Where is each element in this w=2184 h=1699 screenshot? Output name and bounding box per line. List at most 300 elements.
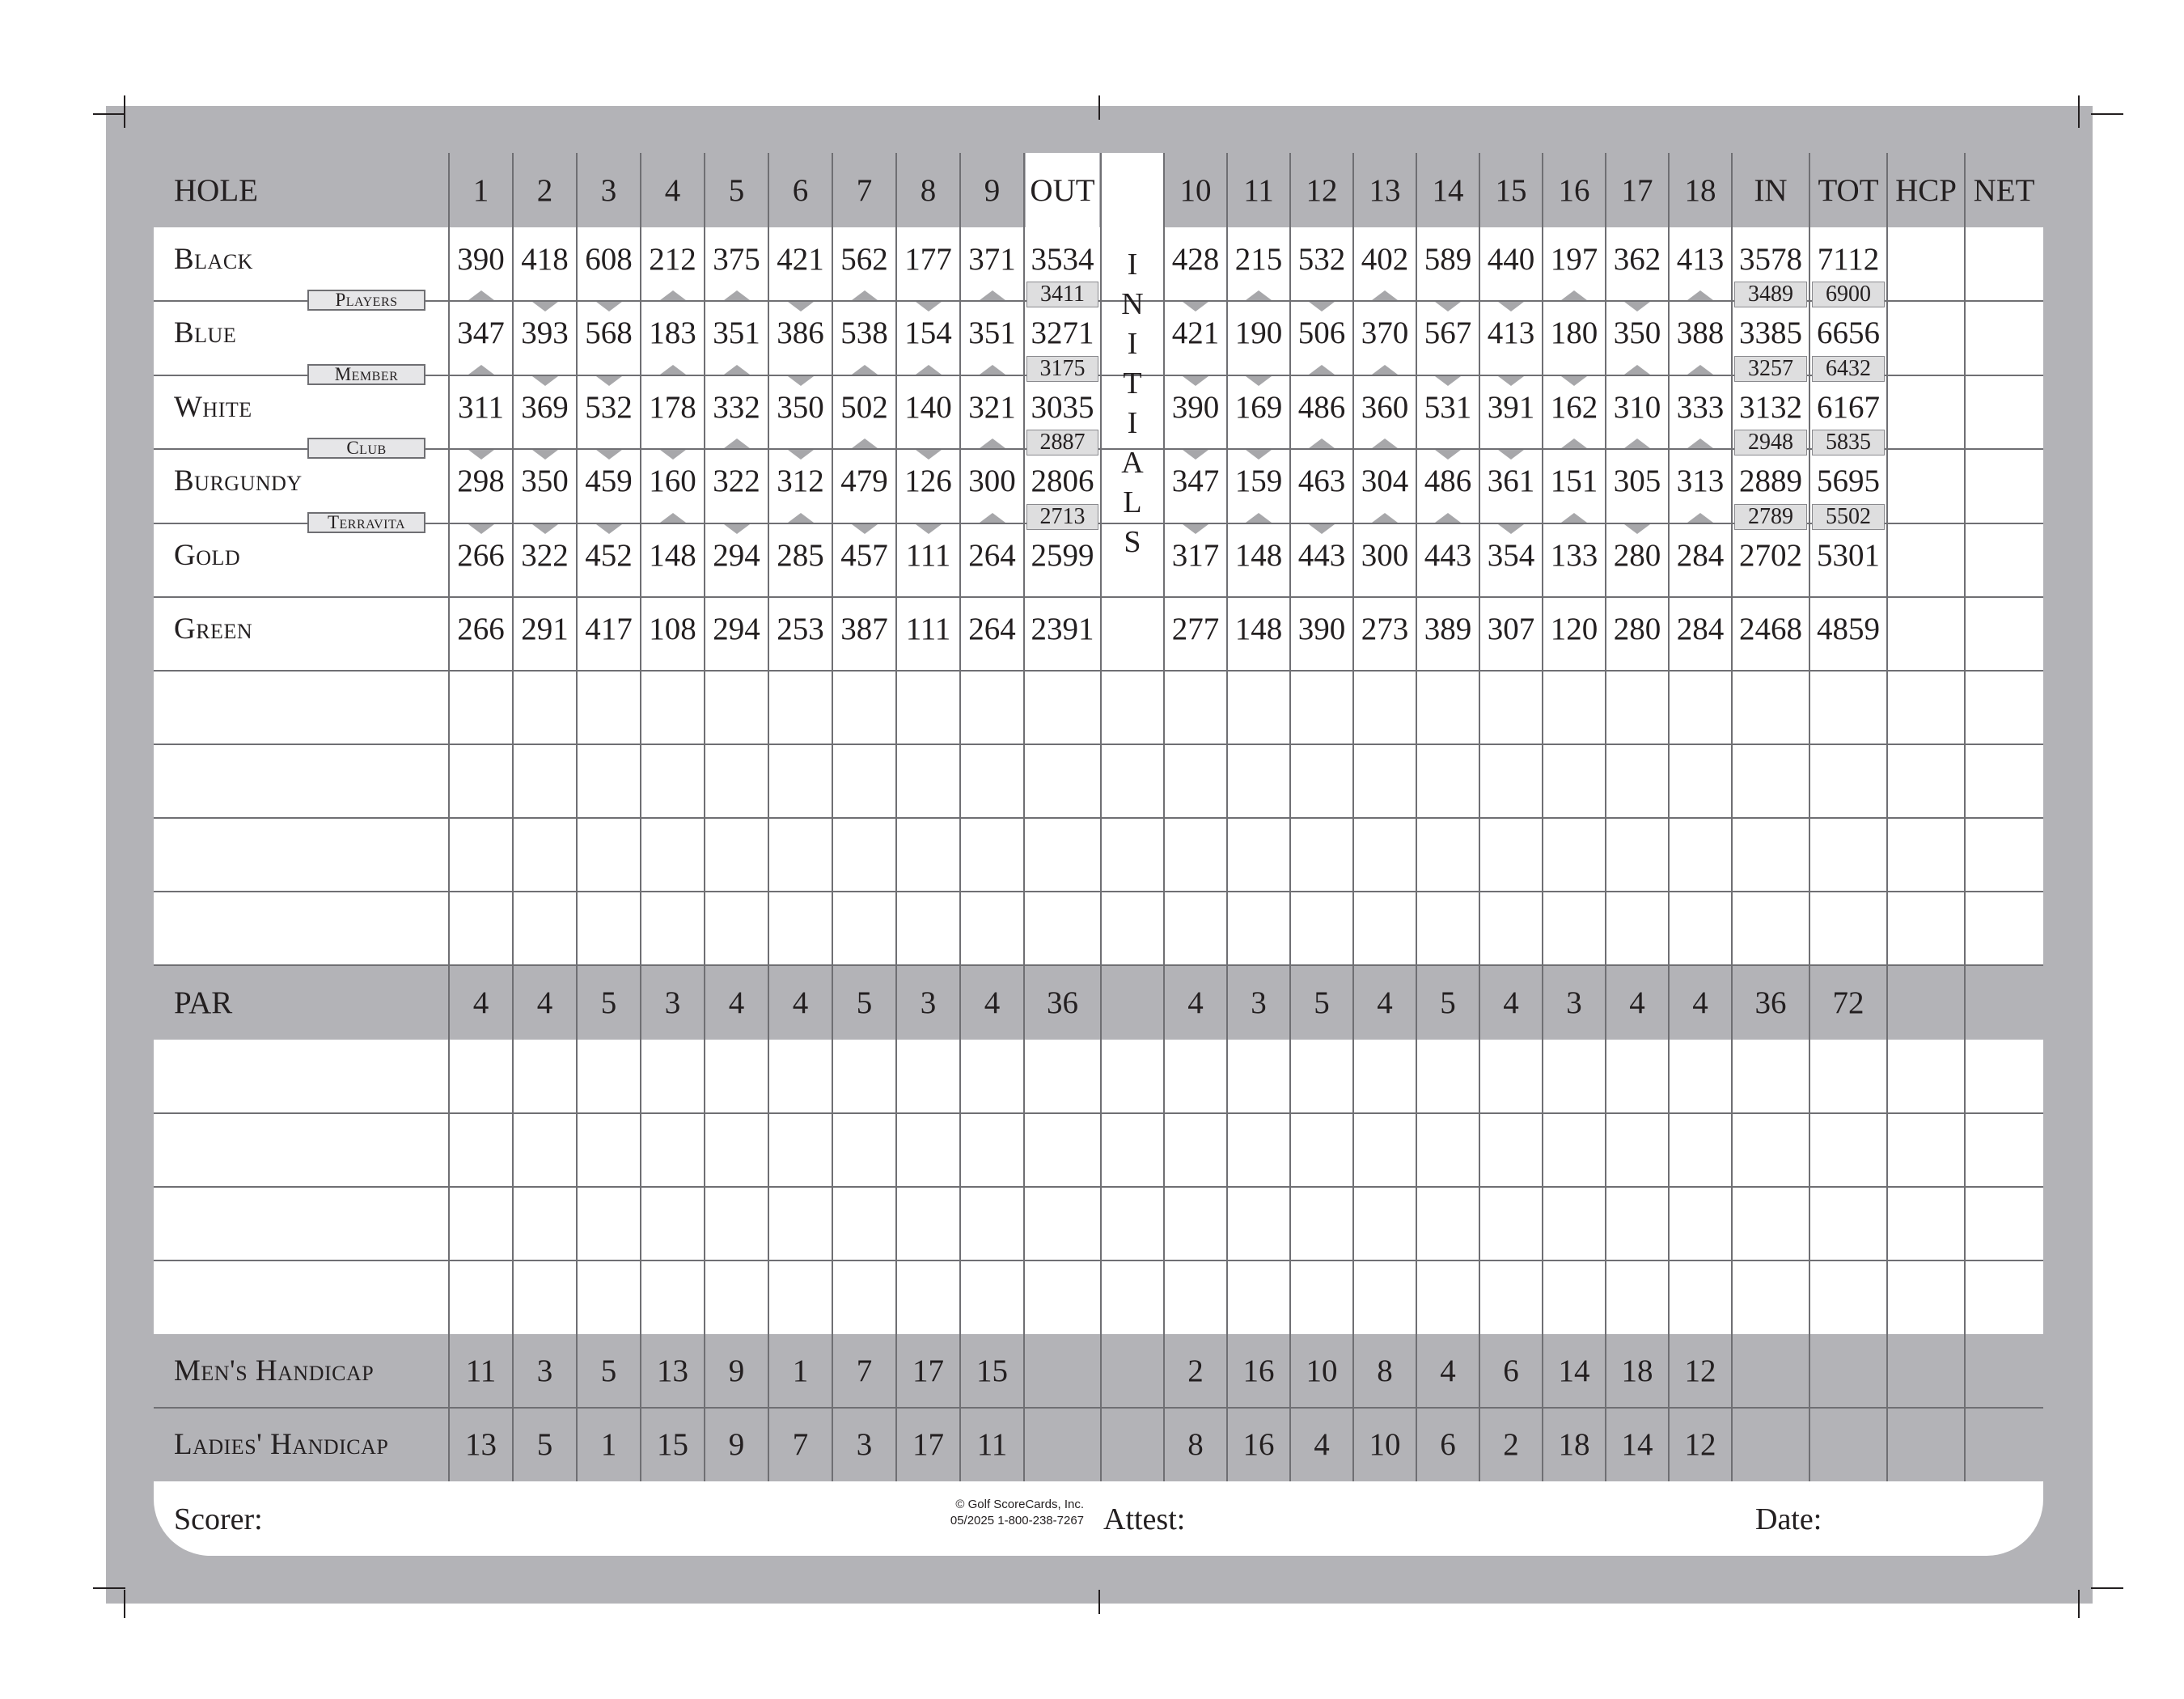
hole-number-header: 3: [600, 172, 617, 208]
yardage-cell: 391: [1487, 389, 1535, 425]
ladies-handicap-cell: 9: [728, 1427, 745, 1462]
yardage-cell: 479: [840, 463, 888, 498]
hole-number-header: 13: [1369, 172, 1401, 208]
column-divider: [1964, 153, 1966, 1481]
initials-letter: I: [1127, 406, 1138, 440]
copyright-line: © Golf ScoreCards, Inc.: [955, 1498, 1084, 1511]
ladies-handicap-cell: 13: [465, 1427, 497, 1462]
tee-marker-down-icon: [1498, 302, 1524, 311]
ladies-handicap-cell: 1: [600, 1427, 617, 1462]
yardage-cell: 333: [1676, 389, 1725, 425]
crop-mark: [93, 1587, 125, 1589]
initials-letter: T: [1123, 366, 1142, 400]
tee-marker-up-icon: [852, 290, 878, 300]
tee-marker-down-icon: [468, 524, 494, 534]
tee-marker-up-icon: [1372, 439, 1398, 448]
in-yardage: 3132: [1739, 389, 1802, 425]
mens-handicap-cell: 1: [792, 1354, 809, 1388]
initials-letter: A: [1121, 446, 1144, 480]
par-cell: 4: [728, 985, 745, 1020]
tee-marker-down-icon: [1309, 524, 1335, 534]
tee-marker-down-icon: [1309, 302, 1335, 311]
yardage-cell: 280: [1613, 611, 1661, 646]
ladies-handicap-cell: 14: [1621, 1427, 1653, 1462]
yardage-cell: 428: [1171, 241, 1220, 277]
combo-out-yardage: 2887: [1026, 430, 1098, 455]
initials-letter: I: [1127, 248, 1138, 282]
par-cell: 5: [600, 985, 617, 1020]
tee-marker-down-icon: [1624, 302, 1650, 311]
yardage-cell: 273: [1361, 611, 1409, 646]
yardage-cell: 532: [585, 389, 633, 425]
combo-in-yardage: 2789: [1734, 504, 1807, 530]
tee-name: Black: [174, 242, 253, 276]
yardage-cell: 133: [1550, 537, 1598, 573]
combo-tee-tag: Club: [307, 438, 425, 459]
yardage-cell: 304: [1361, 463, 1409, 498]
tee-marker-down-icon: [916, 302, 942, 311]
ladies-handicap-label: Ladies' Handicap: [174, 1428, 389, 1461]
yardage-cell: 568: [585, 315, 633, 350]
par-cell: 4: [1629, 985, 1645, 1020]
ladies-handicap-cell: 5: [536, 1427, 553, 1462]
yardage-cell: 386: [777, 315, 824, 350]
tee-marker-up-icon: [660, 365, 686, 375]
out-yardage: 3271: [1031, 315, 1094, 350]
crop-mark: [2091, 113, 2123, 115]
yardage-cell: 311: [457, 389, 505, 425]
yardage-cell: 300: [968, 463, 1016, 498]
crop-mark: [124, 1590, 125, 1618]
yardage-cell: 538: [840, 315, 888, 350]
ladies-handicap-cell: 4: [1314, 1427, 1330, 1462]
ladies-handicap-cell: 10: [1369, 1427, 1401, 1462]
yardage-cell: 418: [521, 241, 569, 277]
mens-handicap-cell: 2: [1187, 1354, 1204, 1388]
tee-marker-down-icon: [916, 524, 942, 534]
tee-marker-up-icon: [1561, 513, 1587, 523]
yardage-cell: 393: [521, 315, 569, 350]
yardage-cell: 266: [457, 537, 505, 573]
tee-marker-down-icon: [532, 524, 558, 534]
mens-handicap-label: Men's Handicap: [174, 1354, 375, 1388]
par-cell: 5: [1440, 985, 1456, 1020]
hole-number-header: 15: [1495, 172, 1527, 208]
yardage-cell: 108: [649, 611, 696, 646]
combo-out-yardage: 3411: [1026, 282, 1098, 307]
tee-marker-up-icon: [1246, 290, 1272, 300]
par-out: 36: [1047, 985, 1078, 1020]
yardage-cell: 148: [1234, 611, 1283, 646]
tee-marker-down-icon: [788, 302, 814, 311]
mens-handicap-cell: 4: [1440, 1354, 1456, 1388]
tee-marker-down-icon: [1183, 450, 1208, 460]
par-cell: 4: [792, 985, 809, 1020]
par-cell: 4: [984, 985, 1001, 1020]
in-yardage: 2702: [1739, 537, 1802, 573]
crop-mark: [2078, 95, 2080, 128]
yardage-cell: 307: [1487, 611, 1535, 646]
combo-out-yardage: 2713: [1026, 504, 1098, 530]
yardage-cell: 154: [904, 315, 952, 350]
yardage-cell: 567: [1424, 315, 1472, 350]
hole-number-header: 1: [472, 172, 489, 208]
tee-marker-up-icon: [1561, 439, 1587, 448]
mens-handicap-cell: 14: [1558, 1354, 1590, 1388]
yardage-cell: 291: [521, 611, 569, 646]
combo-tee-leader: [425, 375, 449, 376]
crop-mark: [1098, 1590, 1100, 1614]
yardage-cell: 253: [777, 611, 824, 646]
par-label: PAR: [174, 985, 233, 1020]
row-divider: [154, 891, 2043, 892]
tee-marker-down-icon: [660, 450, 686, 460]
par-cell: 4: [1692, 985, 1708, 1020]
hole-number-header: 4: [664, 172, 681, 208]
yardage-cell: 531: [1424, 389, 1472, 425]
hole-number-header: 2: [536, 172, 553, 208]
tee-marker-up-icon: [980, 290, 1005, 300]
copyright-line: 05/2025 1-800-238-7267: [950, 1514, 1084, 1527]
tee-marker-down-icon: [596, 524, 622, 534]
scorer-label: Scorer:: [174, 1502, 263, 1536]
yardage-cell: 369: [521, 389, 569, 425]
tee-marker-up-icon: [1687, 290, 1713, 300]
mens-handicap-cell: 5: [600, 1354, 617, 1388]
tee-marker-down-icon: [916, 450, 942, 460]
yardage-cell: 310: [1613, 389, 1661, 425]
row-divider: [154, 817, 2043, 819]
tee-marker-down-icon: [1435, 376, 1461, 386]
total-header: TOT: [1818, 172, 1879, 208]
initials-letter: I: [1127, 327, 1138, 361]
out-yardage: 2806: [1031, 463, 1094, 498]
yardage-cell: 486: [1424, 463, 1472, 498]
out-yardage: 2391: [1031, 611, 1094, 646]
tee-marker-down-icon: [852, 524, 878, 534]
tee-marker-up-icon: [1435, 513, 1461, 523]
yardage-cell: 362: [1613, 241, 1661, 277]
combo-tee-tag: Member: [307, 364, 425, 385]
yardage-cell: 285: [777, 537, 824, 573]
yardage-cell: 350: [777, 389, 824, 425]
yardage-cell: 266: [457, 611, 505, 646]
row-divider: [154, 670, 2043, 672]
yardage-cell: 347: [457, 315, 505, 350]
yardage-cell: 562: [840, 241, 888, 277]
par-cell: 3: [920, 985, 937, 1020]
handicap-header: HCP: [1895, 172, 1957, 208]
combo-out-yardage: 3175: [1026, 356, 1098, 382]
hole-number-header: 11: [1243, 172, 1274, 208]
tee-marker-up-icon: [468, 290, 494, 300]
ladies-handicap-cell: 16: [1242, 1427, 1275, 1462]
row-divider: [154, 1260, 2043, 1261]
tee-name: Burgundy: [174, 464, 303, 498]
out-yardage: 3534: [1031, 241, 1094, 277]
tee-marker-down-icon: [1561, 376, 1587, 386]
tee-marker-up-icon: [468, 365, 494, 375]
par-cell: 3: [664, 985, 681, 1020]
tee-marker-down-icon: [724, 524, 750, 534]
ladies-handicap-cell: 11: [976, 1427, 1008, 1462]
crop-mark: [124, 95, 125, 128]
hole-number-header: 18: [1684, 172, 1716, 208]
yardage-cell: 443: [1297, 537, 1346, 573]
tee-marker-down-icon: [1246, 450, 1272, 460]
yardage-cell: 413: [1676, 241, 1725, 277]
yardage-cell: 350: [521, 463, 569, 498]
in-yardage: 3578: [1739, 241, 1802, 277]
tee-marker-down-icon: [1246, 376, 1272, 386]
combo-total-yardage: 6432: [1812, 356, 1885, 382]
yardage-cell: 294: [713, 537, 760, 573]
tee-marker-down-icon: [1435, 450, 1461, 460]
par-cell: 3: [1566, 985, 1582, 1020]
combo-in-yardage: 3489: [1734, 282, 1807, 307]
tee-marker-down-icon: [596, 376, 622, 386]
yardage-cell: 264: [968, 611, 1016, 646]
yardage-cell: 177: [904, 241, 952, 277]
tee-marker-down-icon: [788, 450, 814, 460]
hole-number-header: 16: [1558, 172, 1590, 208]
hole-number-header: 10: [1179, 172, 1212, 208]
yardage-cell: 151: [1550, 463, 1598, 498]
yardage-cell: 502: [840, 389, 888, 425]
out-yardage: 3035: [1031, 389, 1094, 425]
crop-mark: [1098, 95, 1100, 120]
yardage-cell: 313: [1676, 463, 1725, 498]
yardage-cell: 178: [649, 389, 696, 425]
ladies-handicap-cell: 18: [1558, 1427, 1590, 1462]
yardage-cell: 457: [840, 537, 888, 573]
yardage-cell: 361: [1487, 463, 1535, 498]
in-yardage: 3385: [1739, 315, 1802, 350]
tee-marker-up-icon: [1687, 439, 1713, 448]
mens-handicap-cell: 9: [728, 1354, 745, 1388]
yardage-cell: 160: [649, 463, 696, 498]
tee-marker-down-icon: [596, 302, 622, 311]
tee-name: Gold: [174, 538, 241, 572]
yardage-cell: 387: [840, 611, 888, 646]
yardage-cell: 264: [968, 537, 1016, 573]
yardage-cell: 532: [1297, 241, 1346, 277]
yardage-cell: 212: [649, 241, 696, 277]
yardage-cell: 190: [1234, 315, 1283, 350]
yardage-cell: 197: [1550, 241, 1598, 277]
yardage-cell: 347: [1171, 463, 1220, 498]
par-cell: 4: [1503, 985, 1519, 1020]
yardage-cell: 443: [1424, 537, 1472, 573]
ladies-handicap-cell: 6: [1440, 1427, 1456, 1462]
initials-column: [1101, 245, 1164, 585]
ladies-handicap-cell: 7: [792, 1427, 809, 1462]
tee-marker-down-icon: [1624, 524, 1650, 534]
combo-tee-leader: [425, 448, 449, 450]
tee-marker-up-icon: [1372, 365, 1398, 375]
ladies-handicap-cell: 3: [856, 1427, 873, 1462]
tee-marker-down-icon: [532, 302, 558, 311]
tee-marker-up-icon: [660, 290, 686, 300]
tee-marker-down-icon: [788, 376, 814, 386]
yardage-cell: 180: [1550, 315, 1598, 350]
crop-mark: [2091, 1587, 2123, 1589]
total-yardage: 5301: [1817, 537, 1880, 573]
mens-handicap-cell: 11: [465, 1354, 497, 1388]
yardage-cell: 390: [457, 241, 505, 277]
par-cell: 5: [856, 985, 873, 1020]
yardage-cell: 370: [1361, 315, 1409, 350]
mens-handicap-cell: 15: [976, 1354, 1008, 1388]
combo-total-yardage: 5835: [1812, 430, 1885, 455]
yardage-cell: 459: [585, 463, 633, 498]
tee-marker-up-icon: [916, 365, 942, 375]
tee-marker-up-icon: [724, 439, 750, 448]
yardage-cell: 317: [1171, 537, 1220, 573]
yardage-cell: 350: [1613, 315, 1661, 350]
mens-handicap-cell: 7: [856, 1354, 873, 1388]
mens-handicap-cell: 13: [657, 1354, 688, 1388]
hole-number-header: 5: [728, 172, 745, 208]
yardage-cell: 159: [1234, 463, 1283, 498]
yardage-cell: 312: [777, 463, 824, 498]
combo-total-yardage: 5502: [1812, 504, 1885, 530]
yardage-cell: 321: [968, 389, 1016, 425]
yardage-cell: 277: [1171, 611, 1220, 646]
yardage-cell: 183: [649, 315, 696, 350]
yardage-cell: 589: [1424, 241, 1472, 277]
yardage-cell: 486: [1297, 389, 1346, 425]
yardage-cell: 284: [1676, 611, 1725, 646]
hole-number-header: 6: [792, 172, 809, 208]
initials-letter: N: [1121, 287, 1144, 321]
total-yardage: 7112: [1817, 241, 1880, 277]
yardage-cell: 300: [1361, 537, 1409, 573]
hole-number-header: 8: [920, 172, 937, 208]
tee-marker-up-icon: [1687, 365, 1713, 375]
par-cell: 4: [536, 985, 553, 1020]
tee-marker-up-icon: [788, 513, 814, 523]
tee-marker-up-icon: [1372, 513, 1398, 523]
yardage-cell: 351: [713, 315, 760, 350]
hole-number-header: 14: [1432, 172, 1464, 208]
yardage-cell: 120: [1550, 611, 1598, 646]
tee-marker-up-icon: [852, 365, 878, 375]
yardage-cell: 608: [585, 241, 633, 277]
mens-handicap-cell: 18: [1621, 1354, 1653, 1388]
mens-handicap-cell: 17: [912, 1354, 944, 1388]
mens-handicap-cell: 10: [1306, 1354, 1338, 1388]
ladies-handicap-cell: 2: [1503, 1427, 1519, 1462]
tee-marker-up-icon: [1372, 290, 1398, 300]
yardage-cell: 463: [1297, 463, 1346, 498]
yardage-cell: 360: [1361, 389, 1409, 425]
yardage-cell: 148: [1234, 537, 1283, 573]
total-yardage: 5695: [1817, 463, 1880, 498]
yardage-cell: 371: [968, 241, 1016, 277]
yardage-cell: 162: [1550, 389, 1598, 425]
yardage-cell: 351: [968, 315, 1016, 350]
yardage-cell: 413: [1487, 315, 1535, 350]
ladies-handicap-cell: 17: [912, 1427, 944, 1462]
tee-marker-down-icon: [468, 450, 494, 460]
yardage-cell: 305: [1613, 463, 1661, 498]
yardage-cell: 111: [905, 611, 951, 646]
tee-marker-up-icon: [1624, 439, 1650, 448]
tee-marker-up-icon: [852, 439, 878, 448]
mens-handicap-cell: 3: [536, 1354, 553, 1388]
tee-marker-up-icon: [980, 365, 1005, 375]
hole-number-header: 12: [1306, 172, 1338, 208]
yardage-cell: 215: [1234, 241, 1283, 277]
combo-tee-leader: [425, 300, 449, 302]
ladies-handicap-cell: 15: [657, 1427, 688, 1462]
yardage-cell: 417: [585, 611, 633, 646]
tee-marker-down-icon: [1498, 450, 1524, 460]
tee-name: Blue: [174, 316, 237, 350]
tee-marker-up-icon: [980, 513, 1005, 523]
tee-marker-down-icon: [1183, 524, 1208, 534]
yardage-cell: 298: [457, 463, 505, 498]
total-yardage: 6167: [1817, 389, 1880, 425]
yardage-cell: 421: [777, 241, 824, 277]
row-divider: [154, 1186, 2043, 1188]
tee-marker-down-icon: [1498, 524, 1524, 534]
combo-total-yardage: 6900: [1812, 282, 1885, 307]
in-header: IN: [1754, 172, 1788, 208]
yardage-cell: 390: [1297, 611, 1346, 646]
yardage-cell: 390: [1171, 389, 1220, 425]
tee-marker-down-icon: [1498, 376, 1524, 386]
yardage-cell: 389: [1424, 611, 1472, 646]
date-label: Date:: [1755, 1502, 1822, 1536]
tee-marker-up-icon: [724, 365, 750, 375]
yardage-cell: 375: [713, 241, 760, 277]
tee-marker-up-icon: [660, 513, 686, 523]
tee-name: Green: [174, 612, 253, 646]
yardage-cell: 354: [1487, 537, 1535, 573]
initials-letter: L: [1123, 485, 1142, 519]
yardage-cell: 148: [649, 537, 696, 573]
row-divider: [154, 1112, 2043, 1114]
yardage-cell: 402: [1361, 241, 1409, 277]
yardage-cell: 111: [905, 537, 951, 573]
combo-tee-tag: Players: [307, 290, 425, 311]
par-cell: 4: [1377, 985, 1393, 1020]
yardage-cell: 506: [1297, 315, 1346, 350]
tee-marker-up-icon: [1246, 513, 1272, 523]
crop-mark: [93, 113, 125, 115]
row-divider: [154, 1407, 2043, 1409]
mens-handicap-cell: 12: [1684, 1354, 1716, 1388]
initials-letter: S: [1124, 525, 1141, 559]
tee-marker-down-icon: [532, 450, 558, 460]
hole-number-header: 17: [1621, 172, 1653, 208]
yardage-cell: 294: [713, 611, 760, 646]
ladies-handicap-cell: 8: [1187, 1427, 1204, 1462]
mens-handicap-cell: 8: [1377, 1354, 1393, 1388]
yardage-cell: 280: [1613, 537, 1661, 573]
tee-marker-up-icon: [1624, 365, 1650, 375]
yardage-cell: 322: [713, 463, 760, 498]
yardage-cell: 332: [713, 389, 760, 425]
yardage-cell: 284: [1676, 537, 1725, 573]
tee-marker-up-icon: [1687, 513, 1713, 523]
yardage-cell: 421: [1171, 315, 1220, 350]
tee-marker-up-icon: [1309, 365, 1335, 375]
tee-marker-down-icon: [1183, 376, 1208, 386]
combo-in-yardage: 2948: [1734, 430, 1807, 455]
